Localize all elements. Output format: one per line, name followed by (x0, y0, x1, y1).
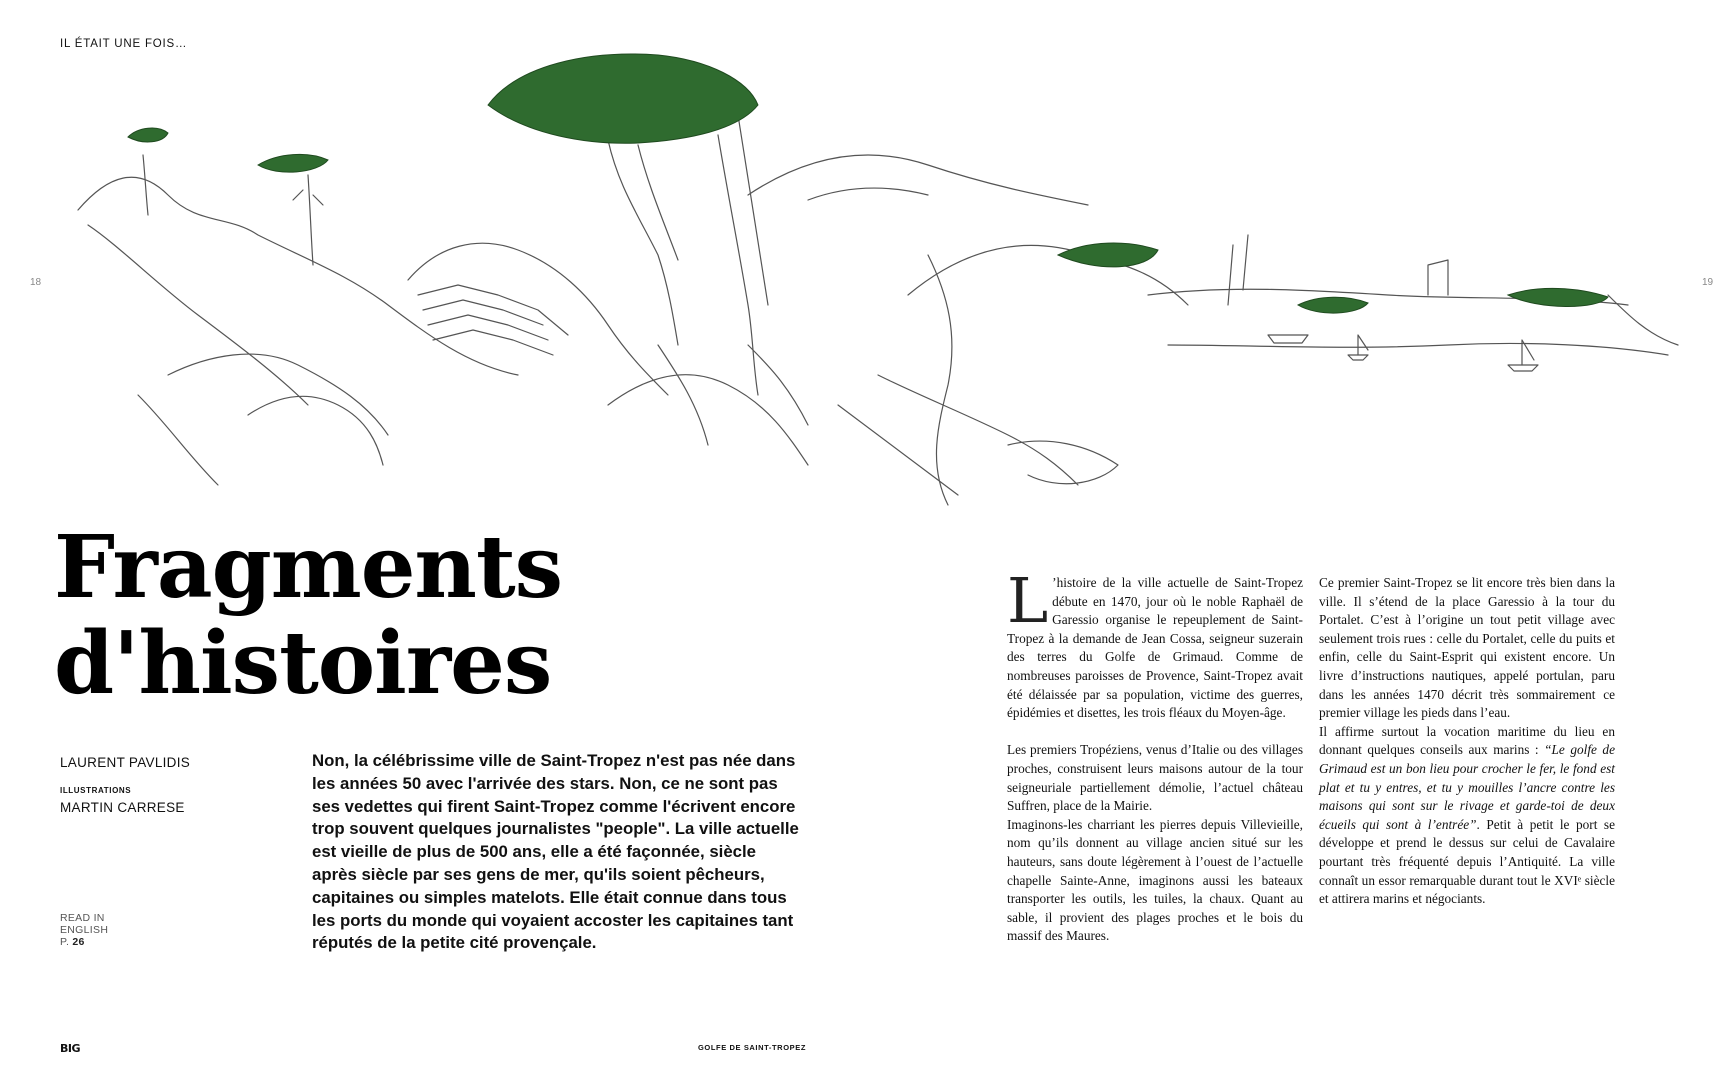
body-paragraph: Les premiers Tropéziens, venus d’Italie ou des villages proches, construisent leurs maisons autour de la tour seigneuriale partiellement démolie, l’actuel château Suffren, place de la Mairie. (1007, 742, 1303, 814)
lead-paragraph: Non, la célébrissime ville de Saint-Tropez n'est pas née dans les années 50 avec l'arrivée des stars. Non, ce ne sont pas ses vedettes qui firent Saint-Tropez comme l'écrivent encore trop souvent quelques journalistes "people". La ville actuelle est vieille de plus de 500 ans, elle a été façonnée, siècle après siècle par ses gens de mer, qu'ils soient pêcheurs, capitaines ou simples matelots. Elle était connue dans tous les ports du monde qui voyaient accoster les capitaines tant réputés de la petite cité provençale. (312, 751, 799, 953)
title-line-2: d'histoires (54, 613, 552, 714)
portulan-quote: “Le golfe de Grimaud est un bon lieu pour crocher le fer, le fond est plat et tu y entres, et tu y mouilles l’ancre contre les maisons qui sont sur le rivage et garde-toi de deux écueils qui sont à l’entrée” (1319, 742, 1615, 832)
body-column-2 (1319, 574, 1615, 909)
paragraph-text: Il affirme surtout la vocation maritime du lieu en donnant quelques conseils aux marins : (1319, 723, 1615, 758)
english-page-ref (60, 936, 108, 948)
page-number-left: 18 (30, 277, 42, 288)
illustrations-label: ILLUSTRATIONS (60, 786, 132, 795)
english-line: ENGLISH (60, 924, 109, 936)
body-paragraph: Ce premier Saint-Tropez se lit encore très bien dans la ville. Il s’étend de la place Garessio à la tour du Portalet. C’est à l’origine un tout petit village avec seulement trois rues : celle du Portalet, celle du puits et enfin, celle du Saint-Esprit qui existent encore. Un livre d’instructions nautiques, appelé portulan, paru dans les années 1470 décrit très sommairement ce premier village les pieds dans l’eau. (1319, 575, 1615, 721)
title-line-1: Fragments (54, 517, 563, 618)
body-column-1 (1007, 564, 1303, 946)
drop-cap: L (1007, 564, 1049, 637)
section-kicker: IL ÉTAIT UNE FOIS… (60, 38, 188, 50)
read-in-line: READ IN (60, 912, 105, 924)
landscape-illustration (48, 45, 1700, 545)
footer-section-title: GOLFE DE SAINT-TROPEZ (698, 1043, 807, 1052)
illustrator-name: MARTIN CARRESE (60, 800, 185, 815)
body-paragraph (1319, 723, 1615, 909)
paragraph-text: . Petit à petit le port se développe et prend le dessus sur celui de Cavalaire pourtant très fréquenté depuis l’Antiquité. La ville connaît un essor remarquable durant tout le XVIᵉ siècle et attirera marins et négociants. (1319, 816, 1615, 907)
magazine-logo: BIG (60, 1042, 81, 1055)
english-page-number: 26 (72, 936, 85, 948)
page-number-right: 19 (1702, 277, 1714, 288)
body-paragraph: ’histoire de la ville actuelle de Saint-Tropez débute en 1470, jour où le noble Raphaël de Garessio organise le repeuplement de Saint-Tropez à la demande de Jean Cossa, seigneur suzerain des terres du Golfe de Grimaud. Comme de nombreuses paroisses de Provence, Saint-Tropez avait été délaissée par sa population, victime des guerres, épidémies et disettes, les trois fléaux du Moyen-âge. (1007, 575, 1303, 721)
page-title (54, 517, 614, 714)
author-name: LAURENT PAVLIDIS (60, 755, 191, 770)
body-paragraph: Imaginons-les charriant les pierres depuis Villevieille, nom qu’ils donnent au village ancien situé sur les hauteurs, sans doute légèrement à l’ouest de l’actuelle chapelle Sainte-Anne, imaginons aussi les bateaux transporter les outils, les tuiles, la chaux. Quant au sable, il provient des plages proches et le bois du massif des Maures. (1007, 816, 1303, 944)
read-in-english-link[interactable] (60, 912, 108, 948)
page-prefix: P. (60, 936, 70, 948)
